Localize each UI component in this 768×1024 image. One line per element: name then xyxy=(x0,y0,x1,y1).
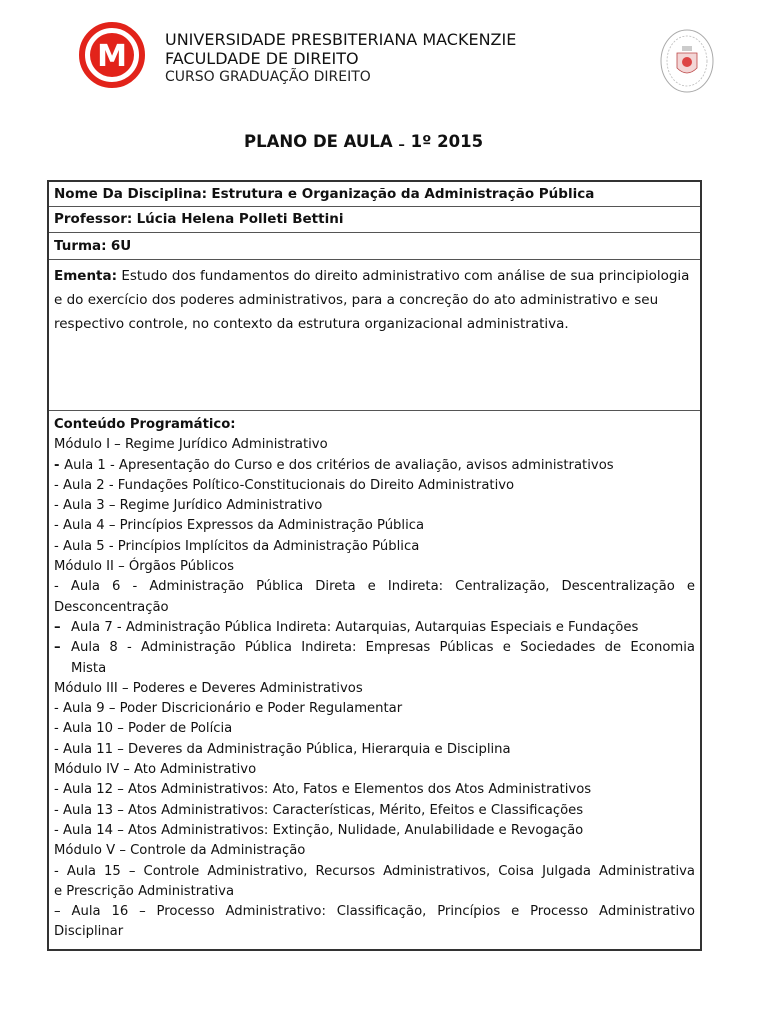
lesson-item: - Aula 3 – Regime Jurídico Administrativo xyxy=(54,498,323,514)
course-name: CURSO GRADUAÇÃO DIREITO xyxy=(165,69,371,85)
lesson-item-continuation: e Prescrição Administrativa xyxy=(54,883,235,899)
title-main: PLANO DE AULA xyxy=(244,132,393,151)
lesson-item: - Aula 9 – Poder Discricionário e Poder Regulamentar xyxy=(54,701,403,717)
lesson-item: - Aula 10 – Poder de Polícia xyxy=(54,721,233,737)
lesson-item-continuation: Desconcentração xyxy=(54,599,169,615)
lesson-item: – Aula 7 - Administração Pública Indireta: Autarquias, Autarquias Especiais e Fundações xyxy=(54,619,639,635)
lesson-item: - Aula 2 - Fundações Político-Constitucionais do Direito Administrativo xyxy=(54,477,515,493)
module-heading: Módulo IV – Ato Administrativo xyxy=(54,762,257,778)
lesson-plan-table xyxy=(47,180,702,951)
discipline-value: Estrutura e Organização da Administração Pública xyxy=(211,186,595,202)
ementa-text: Estudo dos fundamentos do direito administrativo com análise de sua principiologia e do exercício dos poderes administrativos, para a concreção do ato administrativo e seu respectivo controle, no contexto da estrutura organizacional administrativa. xyxy=(54,268,690,332)
turma-row xyxy=(49,233,700,260)
professor-row xyxy=(49,207,700,233)
module-heading: Módulo V – Controle da Administração xyxy=(54,843,306,859)
turma-value: 6U xyxy=(110,238,132,254)
svg-text:M: M xyxy=(97,39,127,74)
seal-emblem xyxy=(658,26,716,96)
ementa-row xyxy=(49,260,700,411)
mackenzie-logo xyxy=(79,22,145,88)
lesson-item: - Aula 13 – Atos Administrativos: Características, Mérito, Efeitos e Classificações xyxy=(54,802,584,818)
turma-label: Turma: xyxy=(54,238,107,254)
discipline-row xyxy=(49,182,700,207)
lesson-item: – Aula 8 - Administração Pública Indireta: Empresas Públicas e Sociedades de Economia xyxy=(54,640,695,656)
lesson-item: – Aula 16 – Processo Administrativo: Classificação, Princípios e Processo Administrativo xyxy=(54,904,695,920)
document-title xyxy=(244,132,483,151)
module-heading: Módulo I – Regime Jurídico Administrativo xyxy=(54,437,328,453)
professor-value: Lúcia Helena Polleti Bettini xyxy=(136,211,344,227)
module-heading: Módulo II – Órgãos Públicos xyxy=(54,559,234,575)
discipline-label: Nome Da Disciplina: xyxy=(54,186,208,202)
ementa-label: Ementa: xyxy=(54,268,118,284)
professor-label: Professor: xyxy=(54,211,133,227)
lesson-item: - Aula 14 – Atos Administrativos: Extinção, Nulidade, Anulabilidade e Revogação xyxy=(54,822,584,838)
header-text xyxy=(165,30,516,87)
lesson-item: - Aula 11 – Deveres da Administração Pública, Hierarquia e Disciplina xyxy=(54,741,511,757)
lesson-item-continuation: Mista xyxy=(71,660,107,676)
lesson-item: - Aula 4 – Princípios Expressos da Administração Pública xyxy=(54,518,425,534)
lesson-item: - Aula 15 – Controle Administrativo, Recursos Administrativos, Coisa Julgada Administrativa xyxy=(54,863,695,879)
module-heading: Módulo III – Poderes e Deveres Administrativos xyxy=(54,680,363,696)
lesson-item: - Aula 12 – Atos Administrativos: Ato, Fatos e Elementos dos Atos Administrativos xyxy=(54,782,592,798)
title-period: 1º 2015 xyxy=(410,132,484,151)
conteudo-label: Conteúdo Programático: xyxy=(54,417,236,432)
title-separator: – xyxy=(398,138,405,153)
lesson-item-continuation: Disciplinar xyxy=(54,924,124,940)
lesson-item: - Aula 5 - Princípios Implícitos da Administração Pública xyxy=(54,538,420,554)
conteudo-row xyxy=(49,411,700,949)
lesson-item: - Aula 6 - Administração Pública Direta e Indireta: Centralização, Descentralização e xyxy=(54,579,695,595)
university-name: UNIVERSIDADE PRESBITERIANA MACKENZIE xyxy=(165,30,517,49)
lesson-item: - Aula 1 - Apresentação do Curso e dos critérios de avaliação, avisos administrativos xyxy=(54,457,614,473)
faculty-name: FACULDADE DE DIREITO xyxy=(165,49,359,68)
